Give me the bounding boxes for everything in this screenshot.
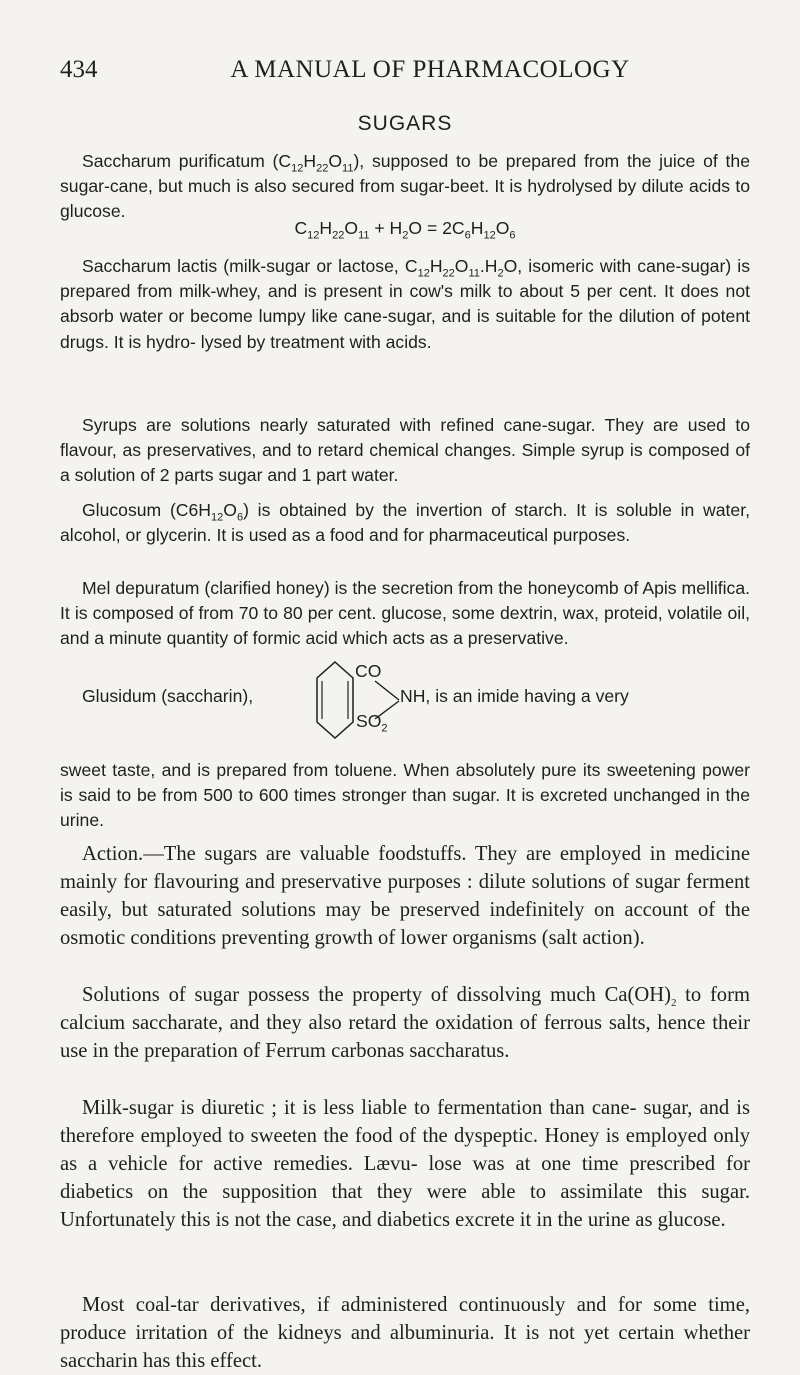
paragraph-saccharum-purificatum: Saccharum purificatum $(C_{12}H_{22}O_{11})$, supposed to be prepared from the juice of the sugar-cane, but much is also secured from sugar-beet. It is hydrolysed by dilute acids to glucose. xyxy=(60,150,750,222)
paragraph-action: Action.—The sugars are valuable foodstuffs. They are employed in medicine mainly for flavouring and preservative purposes : dilute solutions of sugar ferment easily, but saturated solutions may be preserved indefinitely on account of the osmotic conditions preventing growth of lower organisms (salt action). xyxy=(60,842,750,950)
section-title: SUGARS xyxy=(357,112,453,135)
running-head: A MANUAL OF PHARMACOLOGY xyxy=(230,56,630,83)
paragraph-coal-tar: Most coal-tar derivatives, if administered continuously and for some time, produce irritation of the kidneys and albuminuria. It is not yet certain whether saccharin has this effect. xyxy=(60,1293,750,1372)
paragraph-milk-sugar: Milk-sugar is diuretic ; it is less liable to fermentation than cane- sugar, and is therefore employed to sweeten the food of the dyspeptic. Honey is employed only as a vehicle for active remedies. Lævu- lose was at one time prescribed for diabetics on the supposition that they were able to assimilate this sugar. Unfortunately this is not the case, and diabetics excrete it in the urine as glucose. xyxy=(60,1096,750,1232)
paragraph-mel-depuratum: Mel depuratum (clarified honey) is the secretion from the honeycomb of Apis mellifica. It is composed of from 70 to 80 per cent. glucose, some dextrin, wax, proteid, volatile oil, and a minute quantity of formic acid which acts as a preservative. xyxy=(60,577,750,649)
carbonyl-group-label: CO xyxy=(355,661,382,681)
paragraph-solutions: Solutions of sugar possess the property of dissolving much $Ca(OH)_2$ to form calcium saccharate, and they also retard the oxidation of ferrous salts, hence their use in the preparation of Ferrum carbonas saccharatus. xyxy=(60,983,750,1062)
sulfonyl-group-label: $SO_2$ xyxy=(356,711,388,735)
paragraph-glusidum-continuation: sweet taste, and is prepared from toluene. When absolutely pure its sweetening power is said to be from 500 to 600 times stronger than sugar. It is excreted unchanged in the urine. xyxy=(60,759,750,831)
paragraph-syrups: Syrups are solutions nearly saturated with refined cane-sugar. They are used to flavour, as preservatives, and to retard chemical changes. Simple syrup is composed of a solution of 2 parts sugar and 1 part water. xyxy=(60,414,750,486)
page-number: 434 xyxy=(60,56,98,83)
page-header xyxy=(60,0,750,100)
paragraph-saccharum-lactis: Saccharum lactis (milk-sugar or lactose, $C_{12}H_{22}O_{11}.H_2O$, isomeric with cane-sugar) is prepared from milk-whey, and is present in cow's milk to about 5 per cent. It does not absorb water or become lumpy like cane-sugar, and is suitable for the dilution of potent drugs. It is hydro- lysed by treatment with acids. xyxy=(60,255,750,352)
glusidum-label: Glusidum (saccharin), xyxy=(82,686,254,706)
glusidum-imide-text: NH, is an imide having a very xyxy=(400,686,629,706)
glusidum-formula-line xyxy=(60,660,750,740)
book-page xyxy=(60,0,750,1372)
paragraph-glucosum: Glucosum $(C6H_{12}O_6)$ is obtained by the invertion of starch. It is soluble in water, alcohol, or glycerin. It is used as a food and for pharmaceutical purposes. xyxy=(60,499,750,545)
hydrolysis-equation: $C_{12}H_{22}O_{11} + H_2O = 2C_6H_{12}O_6$ xyxy=(294,218,516,242)
